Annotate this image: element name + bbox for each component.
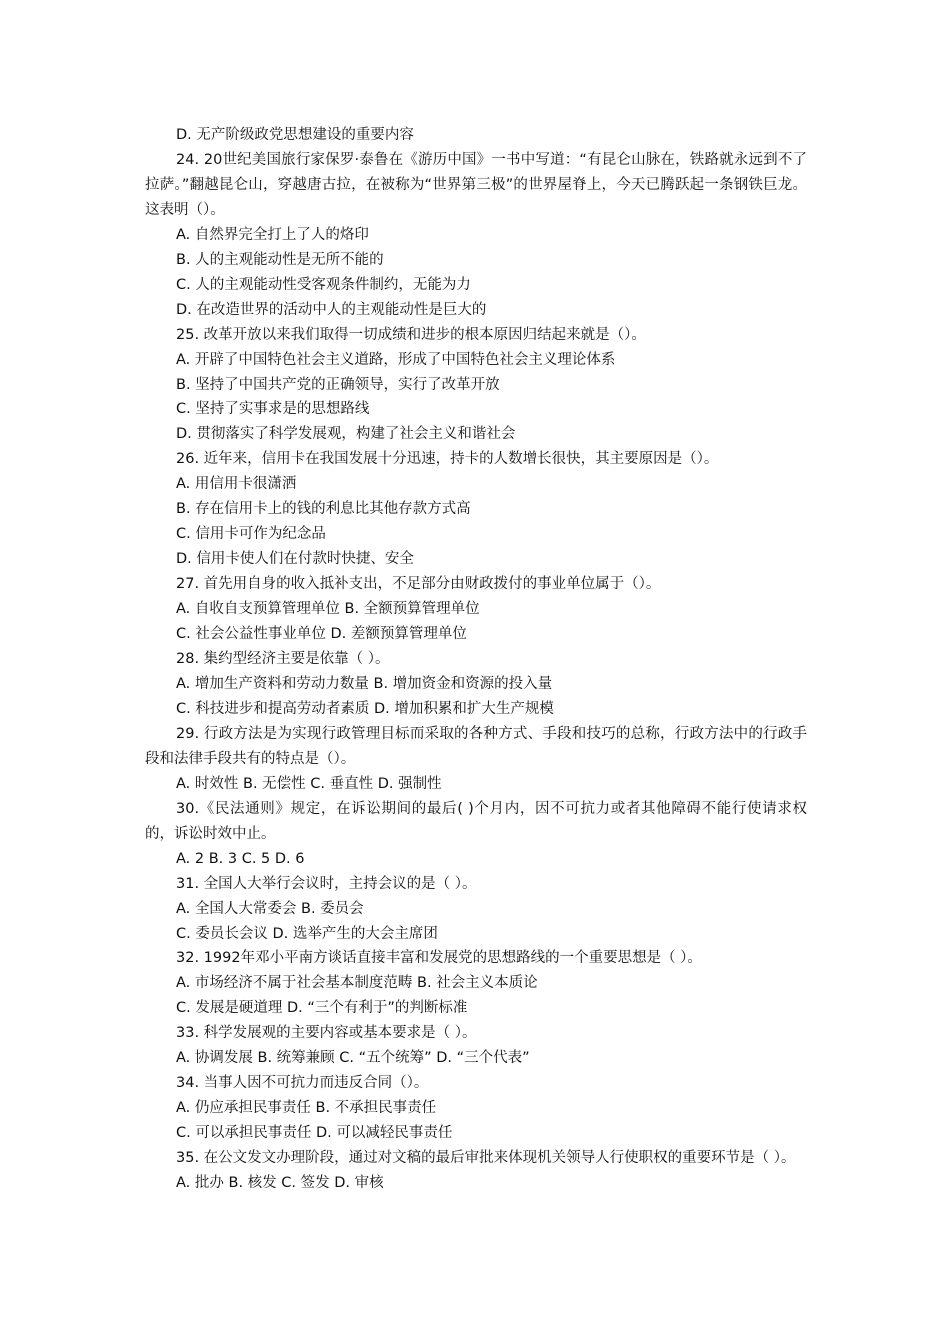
option-line: D. 无产阶级政党思想建设的重要内容 — [176, 127, 414, 143]
option-line: D. 贯彻落实了科学发展观，构建了社会主义和谐社会 — [176, 426, 516, 443]
option-line: A. 2 B. 3 C. 5 D. 6 — [176, 850, 305, 867]
option-line: D. 信用卡使人们在付款时快捷、安全 — [176, 551, 414, 568]
option-line: A. 自然界完全打上了人的烙印 — [176, 226, 369, 243]
option-line: A. 协调发展 B. 统筹兼顾 C. “五个统筹” D. “三个代表” — [176, 1050, 530, 1067]
option-line: A. 仍应承担民事责任 B. 不承担民事责任 — [176, 1100, 437, 1117]
option-line: C. 可以承担民事责任 D. 可以减轻民事责任 — [176, 1125, 453, 1142]
option-line: C. 人的主观能动性受客观条件制约，无能为力 — [176, 276, 471, 293]
question-32: 32. 1992年邓小平南方谈话直接丰富和发展党的思想路线的一个重要思想是（ ）。 — [176, 950, 702, 967]
option-line: C. 委员长会议 D. 选举产生的大会主席团 — [176, 925, 438, 942]
question-33: 33. 科学发展观的主要内容或基本要求是（ ）。 — [176, 1025, 477, 1042]
option-line: A. 时效性 B. 无偿性 C. 垂直性 D. 强制性 — [176, 775, 442, 792]
question-27: 27. 首先用自身的收入抵补支出，不足部分由财政拨付的事业单位属于（）。 — [176, 576, 661, 593]
question-29: 29. 行政方法是为实现行政管理目标而采取的各种方式、手段和技巧的总称，行政方法中的行政手段和法律手段共有的特点是（）。 — [145, 725, 807, 767]
option-line: B. 存在信用卡上的钱的利息比其他存款方式高 — [176, 501, 471, 518]
option-line: A. 开辟了中国特色社会主义道路，形成了中国特色社会主义理论体系 — [176, 351, 616, 368]
question-31: 31. 全国人大举行会议时，主持会议的是（ ）。 — [176, 875, 477, 892]
document-page — [145, 123, 807, 1196]
option-line: A. 全国人大常委会 B. 委员会 — [176, 900, 364, 917]
option-line: C. 发展是硬道理 D. “三个有利于”的判断标准 — [176, 1000, 468, 1017]
option-line: C. 坚持了实事求是的思想路线 — [176, 401, 370, 418]
option-line: B. 坚持了中国共产党的正确领导，实行了改革开放 — [176, 376, 500, 393]
option-line: C. 信用卡可作为纪念品 — [176, 526, 326, 543]
question-28: 28. 集约型经济主要是依靠（ ）。 — [176, 651, 390, 668]
option-line: C. 科技进步和提高劳动者素质 D. 增加积累和扩大生产规模 — [176, 700, 554, 717]
question-26: 26. 近年来，信用卡在我国发展十分迅速，持卡的人数增长很快，其主要原因是（）。 — [176, 451, 719, 468]
option-line: B. 人的主观能动性是无所不能的 — [176, 251, 384, 268]
option-line: C. 社会公益性事业单位 D. 差额预算管理单位 — [176, 626, 467, 643]
question-25: 25. 改革开放以来我们取得一切成绩和进步的根本原因归结起来就是（）。 — [176, 326, 646, 343]
option-line: A. 用信用卡很潇洒 — [176, 476, 297, 493]
question-24: 24. 20世纪美国旅行家保罗·泰鲁在《游历中国》一书中写道：“有昆仑山脉在，铁路就永远到不了拉萨。”翻越昆仑山，穿越唐古拉，在被称为“世界第三极”的世界屋脊上，今天已腾跃起一条钢铁巨龙。这表明（）。 — [145, 151, 807, 218]
option-line: A. 增加生产资料和劳动力数量 B. 增加资金和资源的投入量 — [176, 675, 553, 692]
option-line: A. 批办 B. 核发 C. 签发 D. 审核 — [176, 1175, 384, 1192]
question-34: 34. 当事人因不可抗力而违反合同（）。 — [176, 1075, 429, 1092]
question-35: 35. 在公文发文办理阶段，通过对文稿的最后审批来体现机关领导人行使职权的重要环节是（ ）。 — [176, 1150, 796, 1167]
question-30: 30.《民法通则》规定，在诉讼期间的最后( )个月内，因不可抗力或者其他障碍不能行使请求权的，诉讼时效中止。 — [145, 800, 807, 842]
option-line: A. 市场经济不属于社会基本制度范畴 B. 社会主义本质论 — [176, 975, 538, 992]
option-line: A. 自收自支预算管理单位 B. 全额预算管理单位 — [176, 601, 480, 618]
option-line: D. 在改造世界的活动中人的主观能动性是巨大的 — [176, 301, 487, 318]
